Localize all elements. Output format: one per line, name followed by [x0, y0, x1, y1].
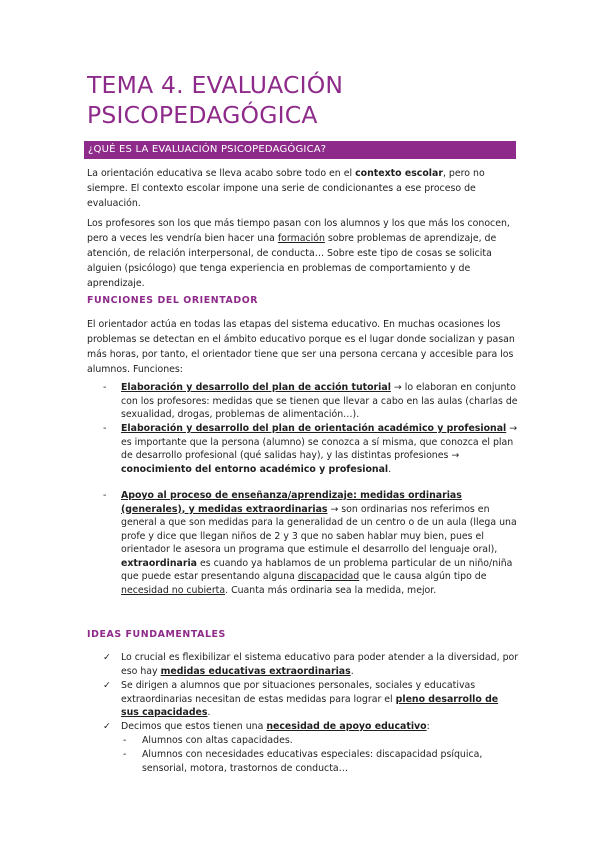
dash-marker: - [103, 382, 107, 393]
bold-underlined-term: medidas educativas extraordinarias [160, 665, 351, 677]
dash-marker: - [123, 749, 127, 760]
text: . [350, 665, 354, 677]
check-icon: ✓ [103, 652, 111, 663]
bold-underlined-term: necesidad de apoyo educativo [266, 721, 427, 732]
text: . [207, 707, 211, 718]
text: sobre problemas de aprendizaje, de atención, de relación interpersonal, de conducta… Sobre este tipo de cosas se solicita alguien (psicólogo) que tenga experiencia en problemas de comportamiento y de aprendizaje. [87, 233, 497, 289]
paragraph-contexto [87, 166, 519, 211]
dash-marker: - [103, 490, 107, 501]
text: La orientación educativa se lleva acabo sobre todo en el [87, 168, 356, 179]
bold-term: contexto escolar [355, 168, 443, 179]
page-title: TEMA 4. EVALUACIÓN PSICOPEDAGÓGICA [87, 71, 344, 129]
check-icon: ✓ [103, 680, 111, 691]
section-heading-bar: ¿QUÉ ES LA EVALUACIÓN PSICOPEDAGÓGICA? [84, 141, 516, 159]
paragraph-orientador: El orientador actúa en todas las etapas del sistema educativo. En muchas ocasiones los problemas se detectan en el ámbito educativo porque es el lugar donde socializan y pasan más horas, por tanto, el orientador tiene que ser una persona cercana y accesible para los alumnos. Funciones: [87, 319, 515, 375]
bold-underlined-term: Apoyo al proceso de enseñanza/aprendizaje: medidas ordinarias (generales), y medidas extraordinarias [121, 490, 462, 515]
text: Lo crucial es flexibilizar el sistema educativo para poder atender a la diversidad, por eso hay [121, 652, 519, 677]
check-icon: ✓ [103, 721, 111, 732]
text: → lo elaboran en conjunto con los profesores: medidas que se tienen que llevar a cabo en las aulas (charlas de sexualidad, drogas, problemas de alimentación…). [121, 382, 518, 420]
heading-ideas: IDEAS FUNDAMENTALES [87, 629, 226, 640]
text: Se dirigen a alumnos que por situaciones personales, sociales y educativas extraordinarias necesitan de estas medidas para lograr el [121, 680, 476, 705]
text: Decimos que estos tienen una [121, 721, 267, 732]
text: → son ordinarias nos referimos en general a que son medidas para la generalidad de un centro o de un aula (llega una profe y dice que llegan niños de 2 y 3 que no saben hablar muy bien, pues el orientador le asesora un programa que estimule el desarrollo del lenguaje oral), [121, 503, 517, 555]
text: Los profesores son los que más tiempo pasan con los alumnos y los que más los conocen, pero a veces les vendría bien hacer una [87, 218, 510, 244]
bold-underlined-term: pleno desarrollo de sus capacidades [121, 693, 499, 718]
text: → es importante que la persona (alumno) se conozca a sí misma, que conozca el plan de desarrollo profesional (qué salidas hay), y las distintas profesiones → [121, 423, 518, 461]
bold-term: extraordinaria [121, 557, 197, 569]
text: Alumnos con altas capacidades. [142, 735, 293, 746]
text: , pero no siempre. El contexto escolar impone una serie de condicionantes a ese proceso de evaluación. [87, 168, 485, 209]
dash-marker: - [123, 735, 127, 746]
underlined-term: necesidad no cubierta [121, 584, 226, 596]
text: que le causa algún tipo de [359, 571, 487, 582]
text: . [388, 463, 392, 475]
text: . Cuanta más ordinaria sea la medida, mejor. [225, 584, 437, 596]
text: es cuando ya hablamos de un problema particular de un niño/niña que puede estar presentando alguna [121, 557, 513, 582]
text: : [426, 721, 430, 732]
text: Alumnos con necesidades educativas especiales: discapacidad psíquica, sensorial, motora, trastornos de conducta… [142, 749, 483, 774]
heading-funciones: FUNCIONES DEL ORIENTADOR [87, 295, 259, 306]
paragraph-profesores [87, 216, 519, 291]
bold-underlined-term: Elaboración y desarrollo del plan de acción tutorial [121, 382, 391, 393]
dash-marker: - [103, 423, 107, 434]
underlined-term: formación [277, 233, 325, 244]
bold-term: conocimiento del entorno académico y profesional [121, 463, 389, 475]
bold-underlined-term: Elaboración y desarrollo del plan de orientación académico y profesional [121, 423, 507, 434]
underlined-term: discapacidad [297, 571, 360, 582]
